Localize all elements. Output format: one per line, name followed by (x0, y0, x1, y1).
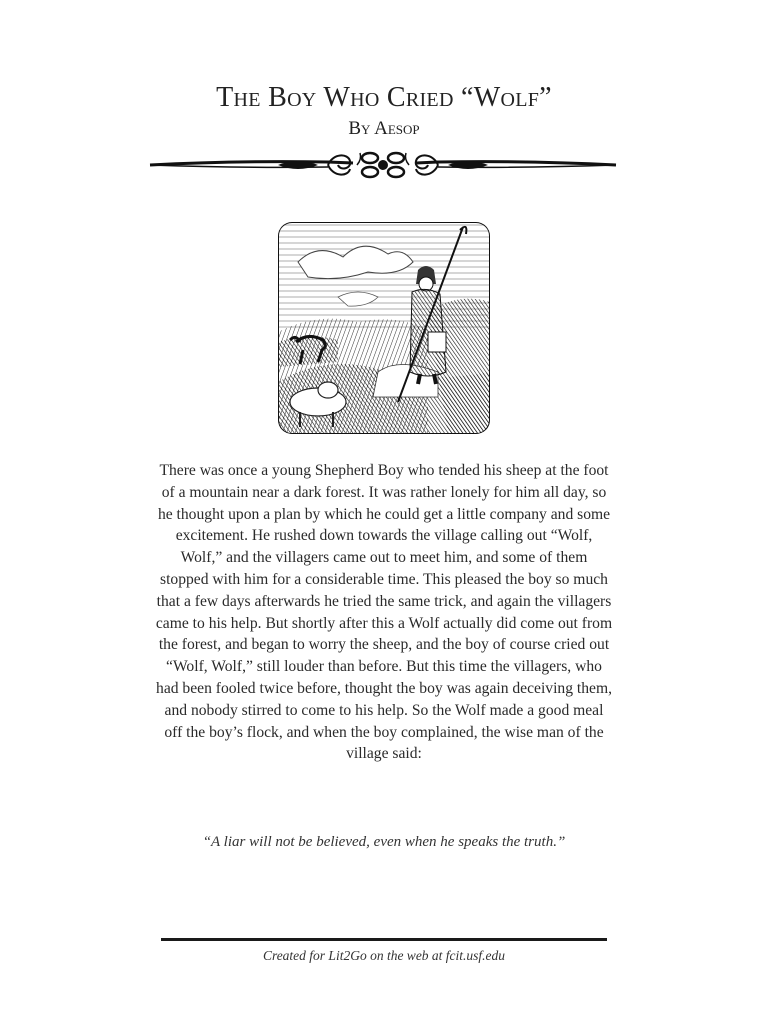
story-moral: “A liar will not be believed, even when he speaks the truth.” (202, 834, 566, 850)
footer-credit: Created for Lit2Go on the web at fcit.usf.edu (262, 948, 506, 963)
author-byline: By Aesop (348, 118, 420, 139)
footer-rule (161, 938, 607, 941)
page-title: The Boy Who Cried “Wolf” (216, 82, 552, 113)
flourish-divider (148, 145, 618, 185)
story-body: There was once a young Shepherd Boy who tended his sheep at the foot of a mountain near a dark forest. It was rather lonely for him all day, so he thought upon a plan by which he could get a little company and some excitement. He rushed down towards the village calling out “Wolf, Wolf,” and the villagers came out to meet him, and some of them stopped with him for a considerable time. This pleased the boy so much that a few days afterwards he tried the same trick, and again the villagers came to his help. But shortly after this a Wolf actually did come out from the forest, and began to worry the sheep, and the boy of course cried out “Wolf, Wolf,” still louder than before. But this time the villagers, who had been fooled twice before, thought the boy was again deceiving them, and nobody stirred to come to his help. So the Wolf made a good meal off the boy’s flock, and when the boy complained, the wise man of the village said: (155, 462, 613, 763)
shepherd-boy-engraving (278, 222, 490, 434)
